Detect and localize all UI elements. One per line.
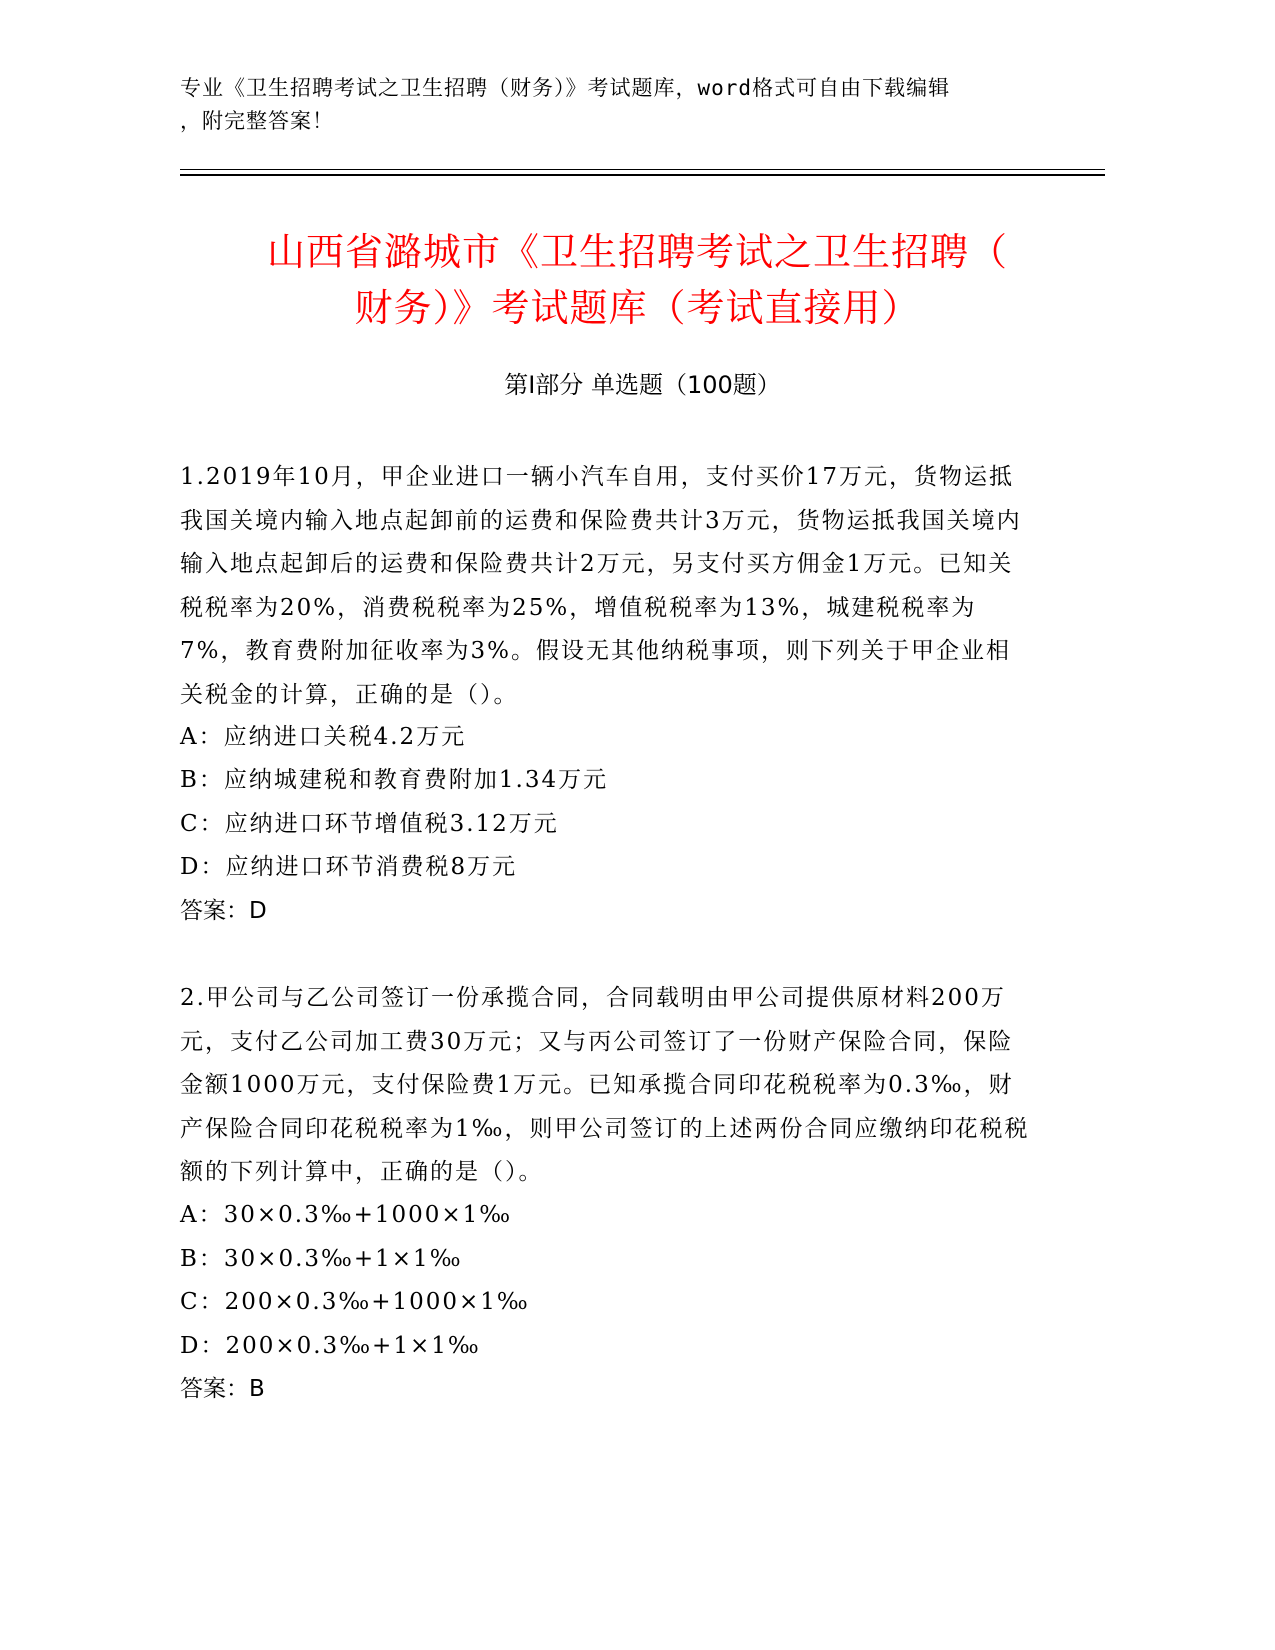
question-1-option-b: B：应纳城建税和教育费附加1.34万元 bbox=[180, 767, 609, 793]
header-divider-thin bbox=[180, 169, 1105, 170]
document-title-line-1: 山西省潞城市《卫生招聘考试之卫生招聘（ bbox=[266, 230, 1008, 274]
question-1-option-c: C：应纳进口环节增值税3.12万元 bbox=[180, 811, 559, 837]
question-2-option-a: A：30×0.3‰+1000×1‰ bbox=[180, 1202, 513, 1228]
question-2-option-d: D：200×0.3‰+1×1‰ bbox=[180, 1333, 481, 1359]
header-divider-thick bbox=[180, 174, 1105, 176]
question-1-answer: 答案：D bbox=[180, 898, 267, 924]
header-note bbox=[180, 72, 1040, 138]
question-2-option-b: B：30×0.3‰+1×1‰ bbox=[180, 1246, 463, 1272]
document-title-line-2: 财务）》考试题库（考试直接用） bbox=[354, 286, 921, 330]
header-note-line-1: 专业《卫生招聘考试之卫生招聘（财务）》考试题库，word格式可自由下载编辑 bbox=[180, 76, 951, 100]
question-2-answer: 答案：B bbox=[180, 1376, 265, 1402]
question-1-stem: 1.2019年10月，甲企业进口一辆小汽车自用，支付买价17万元，货物运抵我国关境内输入地点起卸前的运费和保险费共计3万元，货物运抵我国关境内输入地点起卸后的运费和保险费共计2万元，另支付买方佣金1万元。已知关税税率为20%，消费税税率为25%，增值税税率为13%，城建税税率为7%，教育费附加征收率为3%。假设无其他纳税事项，则下列关于甲企业相关税金的计算，正确的是（）。 bbox=[180, 464, 1022, 708]
section-title: 第Ⅰ部分 单选题（100题） bbox=[504, 371, 781, 399]
question-1-option-a: A：应纳进口关税4.2万元 bbox=[180, 724, 467, 750]
question-2-stem: 2.甲公司与乙公司签订一份承揽合同，合同载明由甲公司提供原材料200万元，支付乙公司加工费30万元；又与丙公司签订了一份财产保险合同，保险金额1000万元，支付保险费1万元。已知承揽合同印花税税率为0.3‰，财产保险合同印花税税率为1‰，则甲公司签订的上述两份合同应缴纳印花税税额的下列计算中，正确的是（）。 bbox=[180, 985, 1030, 1185]
question-1-option-d: D：应纳进口环节消费税8万元 bbox=[180, 854, 518, 880]
header-note-line-2: ，附完整答案！ bbox=[180, 109, 334, 133]
question-2-option-c: C：200×0.3‰+1000×1‰ bbox=[180, 1289, 530, 1315]
document-title bbox=[150, 224, 1125, 336]
